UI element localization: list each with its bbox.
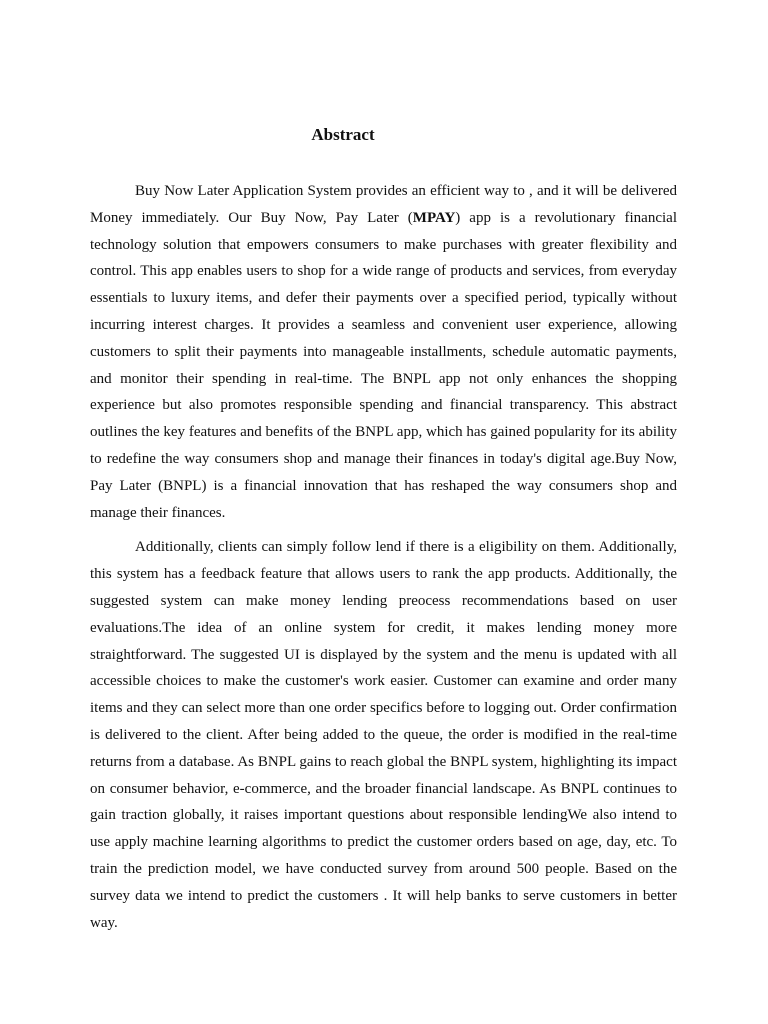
paragraph-1-text-start: Buy Now Later Application System provides an efficient way to , and it will be delivered Money immediately. Our Buy Now, Pay Later ( <box>90 183 677 226</box>
paragraph-1-text-end: ) app is a revolutionary financial technology solution that empowers consumers to make purchases with greater flexibility and control. This app enables users to shop for a wide range of products and services, from everyday essentials to luxury items, and defer their payments over a specified period, typically without incurring interest charges. It provides a seamless and convenient user experience, allowing customers to split their payments into manageable installments, schedule automatic payments, and monitor their spending in real-time. The BNPL app not only enhances the shopping experience but also promotes responsible spending and financial transparency. This abstract outlines the key features and benefits of the BNPL app, which has gained popularity for its ability to redefine the way consumers shop and manage their finances in today's digital age.Buy Now, Pay Later (BNPL) is a financial innovation that has reshaped the way consumers shop and manage their finances. <box>90 209 677 521</box>
mpay-bold-term: MPAY <box>412 209 456 226</box>
paragraph-1 <box>90 178 677 526</box>
abstract-body <box>90 178 677 936</box>
abstract-heading: Abstract <box>311 125 375 144</box>
paragraph-2: Additionally, clients can simply follow lend if there is a eligibility on them. Additionally, this system has a feedback feature that allows users to rank the app products. Additionally, the suggested system can make money lending preocess recommendations based on user evaluations.The idea of an online system for credit, it makes lending money more straightforward. The suggested UI is displayed by the system and the menu is updated with all accessible choices to make the customer's work easier. Customer can examine and order many items and they can select more than one order specifics before to logging out. Order confirmation is delivered to the client. After being added to the queue, the order is modified in the real-time returns from a database. As BNPL gains to reach global the BNPL system, highlighting its impact on consumer behavior, e-commerce, and the broader financial landscape. As BNPL continues to gain traction globally, it raises important questions about responsible lendingWe also intend to use apply machine learning algorithms to predict the customer orders based on age, day, etc. To train the prediction model, we have conducted survey from around 500 people. Based on the survey data we intend to predict the customers . It will help banks to serve customers in better way. <box>90 539 677 931</box>
